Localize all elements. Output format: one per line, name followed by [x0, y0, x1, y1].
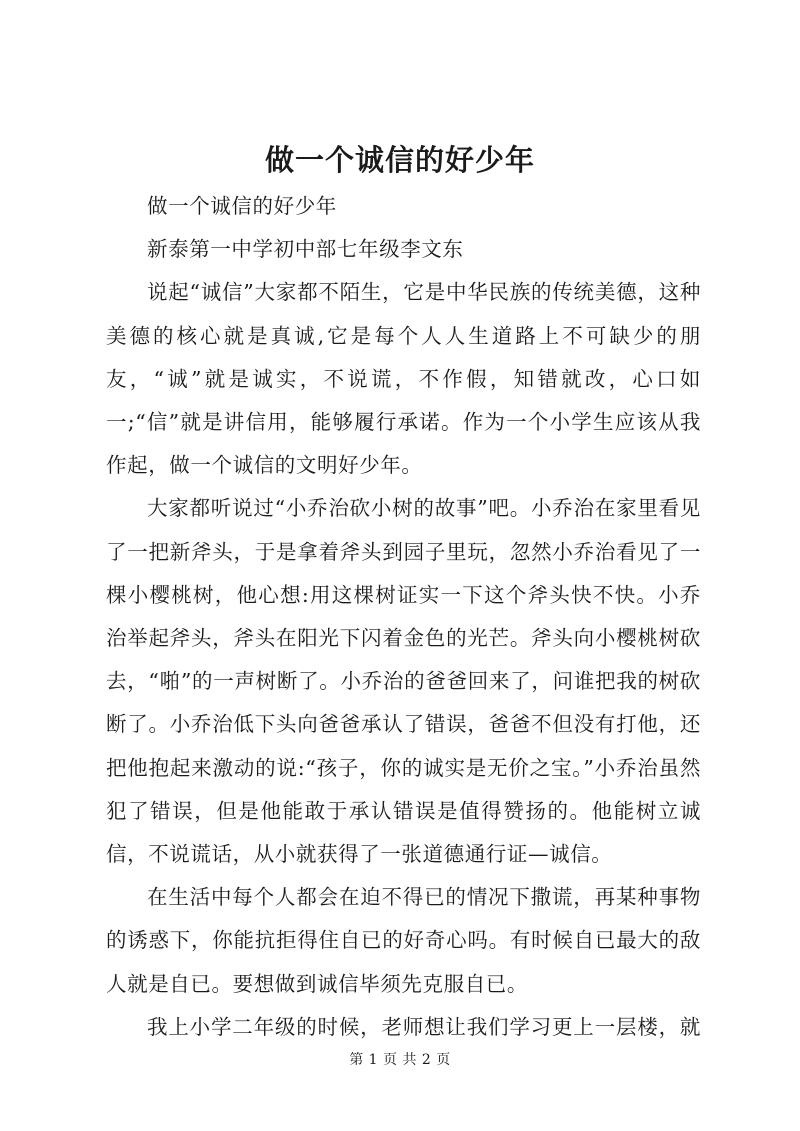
paragraph-story: 大家都听说过“小乔治砍小树的故事”吧。小乔治在家里看见了一把新斧头，于是拿着斧头到园子里玩，忽然小乔治看见了一棵小樱桃树，他心想:用这棵树证实一下这个斧头快不快。小乔治举起斧头，斧头在阳光下闪着金色的光芒。斧头向小樱桃树砍去，“啪”的一声树断了。小乔治的爸爸回来了，问谁把我的树砍断了。小乔治低下头向爸爸承认了错误，爸爸不但没有打他，还把他抱起来激动的说:“孩子，你的诚实是无价之宝。”小乔治虽然犯了错误，但是他能敢于承认错误是值得赞扬的。他能树立诚信，不说谎话，从小就获得了一张道德通行证—诚信。	[106, 496, 701, 867]
paragraph-author: 新泰第一中学初中部七年级李文东	[147, 237, 464, 262]
document-title: 做一个诚信的好少年	[264, 143, 535, 177]
paragraph-subtitle: 做一个诚信的好少年	[147, 194, 337, 218]
paragraph-school: 我上小学二年级的时候，老师想让我们学习更上一层楼，就	[147, 1014, 701, 1039]
paragraph-life: 在生活中每个人都会在迫不得已的情况下撒谎，再某种事物的诱惑下，你能抗拒得住自已的好奇心吗。有时候自已最大的敌人就是自已。要想做到诚信毕须先克服自已。	[106, 885, 701, 996]
paragraph-intro: 说起“诚信”大家都不陌生，它是中华民族的传统美德，这种美德的核心就是真诚,它是每个人人生道路上不可缺少的朋友，“诚”就是诚实，不说谎，不作假，知错就改，心口如一;“信”就是讲信用，能够履行承诺。作为一个小学生应该从我作起，做一个诚信的文明好少年。	[106, 280, 701, 478]
document-body	[106, 185, 701, 1049]
page-number-footer: 第 1 页 共 2 页	[349, 1052, 451, 1068]
